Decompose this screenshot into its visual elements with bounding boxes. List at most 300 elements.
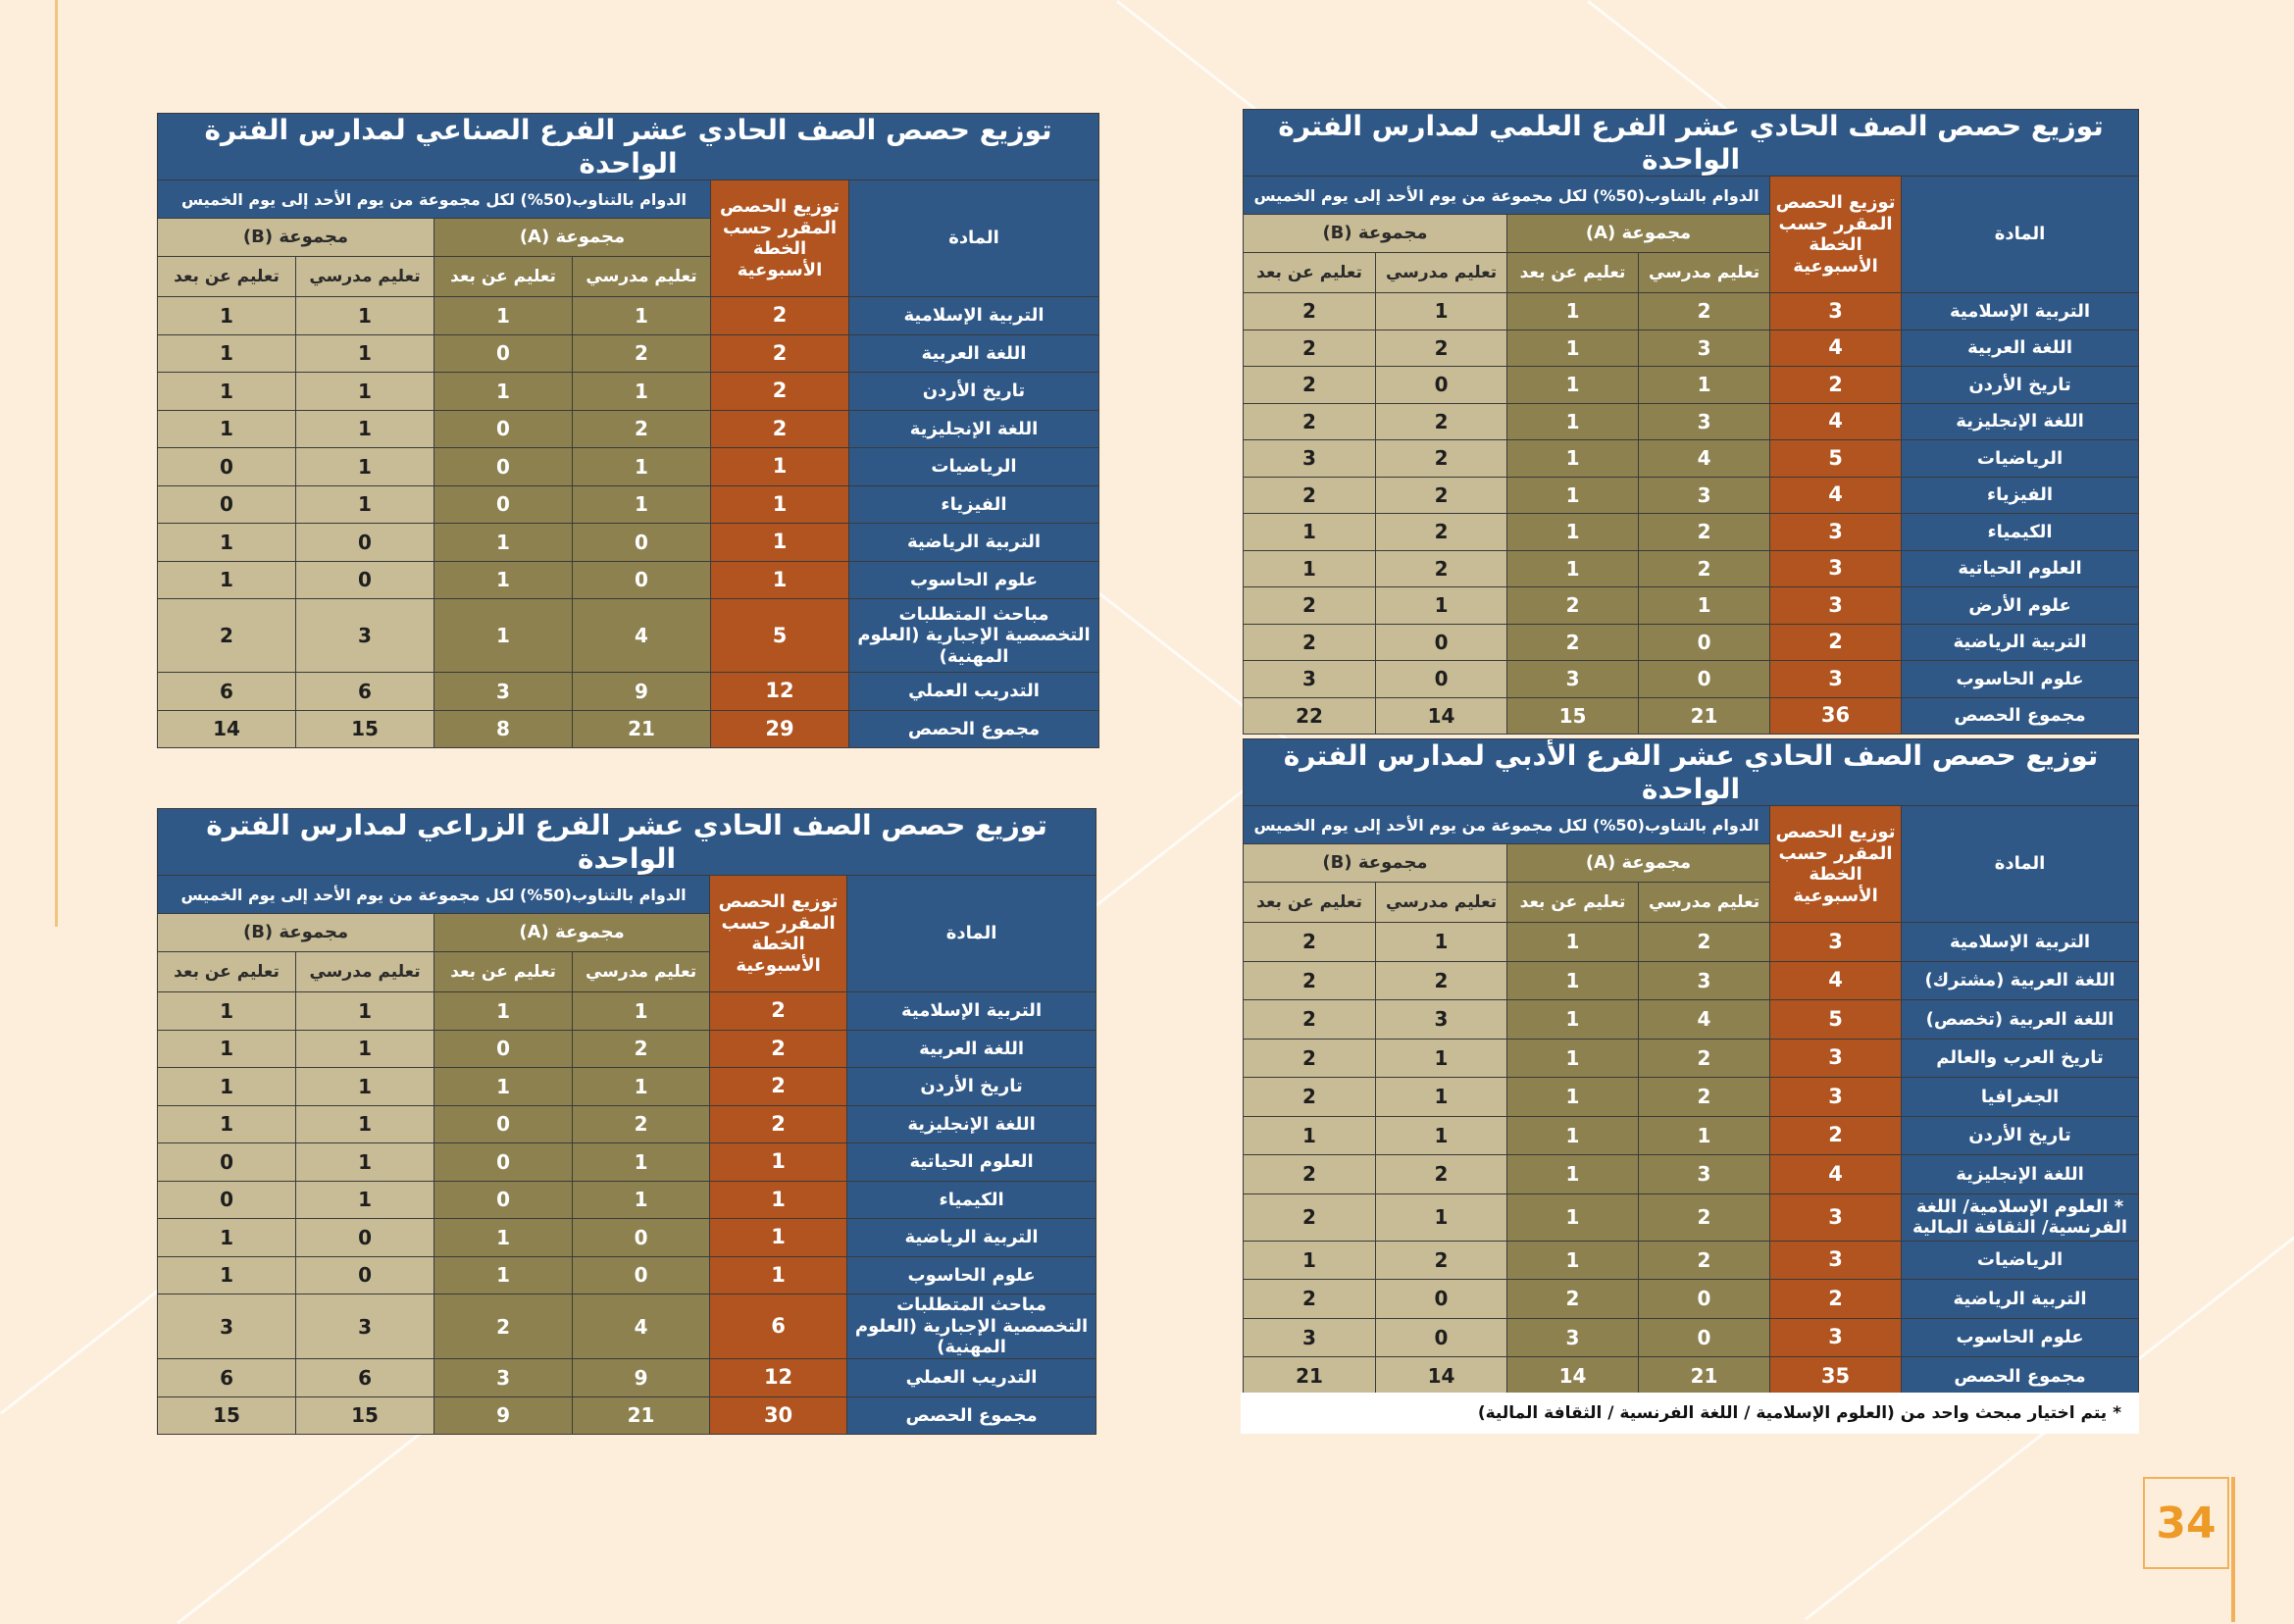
subject-cell: مجموع الحصص (1902, 697, 2139, 735)
group-b-school-cell: 2 (1376, 440, 1507, 478)
table-row (158, 524, 1099, 562)
group-b-remote-cell: 1 (158, 373, 296, 411)
group-b-school-cell: 15 (296, 710, 434, 748)
group-b-remote-cell: 1 (158, 524, 296, 562)
group-a-remote-cell: 1 (1507, 1116, 1639, 1155)
group-a-remote-cell: 1 (1507, 1078, 1639, 1117)
group-b-remote-cell: 1 (1244, 550, 1376, 587)
group-a-school-cell: 2 (573, 410, 711, 448)
header-group-a-remote: تعليم عن بعد (434, 952, 573, 992)
group-a-school-cell: 1 (573, 1068, 710, 1106)
table-row (1244, 1318, 2139, 1357)
group-b-remote-cell: 14 (158, 710, 296, 748)
group-a-remote-cell: 14 (1507, 1357, 1639, 1396)
group-b-school-cell: 0 (296, 1219, 434, 1257)
group-a-school-cell: 21 (573, 710, 711, 748)
group-b-remote-cell: 1 (158, 1030, 296, 1068)
table-row (1244, 330, 2139, 367)
plan-cell: 35 (1770, 1357, 1902, 1396)
subject-cell: اللغة الإنجليزية (847, 1105, 1096, 1143)
group-b-remote-cell: 1 (158, 410, 296, 448)
group-b-school-cell: 2 (1376, 550, 1507, 587)
table-row (158, 992, 1096, 1031)
subject-cell: علوم الحاسوب (847, 1256, 1096, 1294)
group-b-remote-cell: 2 (1244, 1039, 1376, 1078)
header-group-b-school: تعليم مدرسي (1376, 883, 1507, 923)
table-row (1244, 1155, 2139, 1194)
group-a-remote-cell: 1 (1507, 1193, 1639, 1241)
subject-cell: اللغة العربية (849, 334, 1099, 373)
table-row (1244, 661, 2139, 698)
group-b-school-cell: 2 (1376, 961, 1507, 1000)
group-b-school-cell: 1 (1376, 1193, 1507, 1241)
table-title: توزيع حصص الصف الحادي عشر الفرع العلمي لمدارس الفترة الواحدة (1244, 110, 2139, 177)
subject-cell: الفيزياء (1902, 477, 2139, 514)
table-title: توزيع حصص الصف الحادي عشر الفرع الصناعي لمدارس الفترة الواحدة (158, 114, 1099, 180)
group-b-school-cell: 0 (296, 561, 434, 599)
subject-cell: الكيمياء (1902, 514, 2139, 551)
page-number: 34 (2143, 1477, 2229, 1569)
group-a-school-cell: 0 (573, 1219, 710, 1257)
group-a-school-cell: 1 (573, 485, 711, 524)
left-accent-rule (55, 0, 58, 927)
plan-cell: 4 (1770, 477, 1902, 514)
table-row (158, 410, 1099, 448)
group-b-remote-cell: 0 (158, 1143, 296, 1182)
group-a-remote-cell: 3 (434, 673, 573, 711)
header-group-a-remote: تعليم عن بعد (1507, 883, 1639, 923)
group-b-remote-cell: 2 (1244, 1078, 1376, 1117)
group-b-school-cell: 1 (296, 485, 434, 524)
group-a-school-cell: 2 (1639, 514, 1770, 551)
group-b-school-cell: 1 (296, 1030, 434, 1068)
plan-cell: 29 (711, 710, 849, 748)
plan-cell: 1 (710, 1256, 847, 1294)
group-b-school-cell: 1 (1376, 1039, 1507, 1078)
subject-cell: تاريخ الأردن (847, 1068, 1096, 1106)
plan-cell: 4 (1770, 403, 1902, 440)
group-a-school-cell: 2 (1639, 1241, 1770, 1280)
header-rotation: الدوام بالتناوب(50%) لكل مجموعة من يوم الأحد إلى يوم الخميس (1244, 177, 1770, 215)
plan-cell: 4 (1770, 961, 1902, 1000)
table-row (1244, 624, 2139, 661)
group-a-remote-cell: 1 (1507, 1039, 1639, 1078)
group-b-school-cell: 0 (1376, 624, 1507, 661)
group-a-remote-cell: 9 (434, 1396, 573, 1435)
header-group-b-school: تعليم مدرسي (296, 257, 434, 297)
group-a-remote-cell: 1 (1507, 550, 1639, 587)
header-group-b: مجموعة (B) (1244, 844, 1507, 883)
group-b-school-cell: 1 (296, 1181, 434, 1219)
subject-cell: العلوم الحياتية (847, 1143, 1096, 1182)
group-b-school-cell: 1 (296, 410, 434, 448)
subject-cell: تاريخ الأردن (1902, 1116, 2139, 1155)
group-b-remote-cell: 22 (1244, 697, 1376, 735)
header-group-b: مجموعة (B) (158, 219, 434, 257)
group-a-school-cell: 1 (1639, 1116, 1770, 1155)
group-b-remote-cell: 2 (1244, 1280, 1376, 1319)
group-a-school-cell: 21 (1639, 697, 1770, 735)
group-b-school-cell: 1 (1376, 293, 1507, 330)
header-group-b-school: تعليم مدرسي (1376, 253, 1507, 293)
plan-cell: 3 (1770, 1078, 1902, 1117)
group-b-school-cell: 1 (296, 448, 434, 486)
header-plan: توزيع الحصص المقرر حسب الخطة الأسبوعية (711, 180, 849, 297)
group-a-school-cell: 2 (1639, 1078, 1770, 1117)
group-a-remote-cell: 3 (1507, 1318, 1639, 1357)
header-group-a-remote: تعليم عن بعد (434, 257, 573, 297)
table-row (1244, 923, 2139, 962)
subject-cell: علوم الحاسوب (849, 561, 1099, 599)
group-a-remote-cell: 3 (434, 1359, 573, 1397)
group-b-remote-cell: 1 (158, 1105, 296, 1143)
group-a-remote-cell: 1 (434, 1256, 573, 1294)
group-b-remote-cell: 2 (1244, 923, 1376, 962)
group-b-remote-cell: 2 (1244, 624, 1376, 661)
group-b-school-cell: 3 (296, 1294, 434, 1359)
group-a-remote-cell: 1 (1507, 1155, 1639, 1194)
group-a-school-cell: 9 (573, 673, 711, 711)
group-b-remote-cell: 6 (158, 1359, 296, 1397)
plan-cell: 2 (711, 373, 849, 411)
group-a-school-cell: 0 (1639, 1318, 1770, 1357)
subject-cell: اللغة العربية (مشترك) (1902, 961, 2139, 1000)
plan-cell: 4 (1770, 1155, 1902, 1194)
table-body (1244, 110, 2139, 735)
group-b-remote-cell: 3 (1244, 1318, 1376, 1357)
group-b-school-cell: 2 (1376, 1155, 1507, 1194)
subject-cell: التدريب العملي (849, 673, 1099, 711)
group-b-remote-cell: 1 (1244, 514, 1376, 551)
group-b-school-cell: 0 (1376, 661, 1507, 698)
plan-cell: 12 (710, 1359, 847, 1397)
group-a-remote-cell: 0 (434, 485, 573, 524)
table-row (158, 373, 1099, 411)
group-a-school-cell: 4 (1639, 1000, 1770, 1040)
group-a-remote-cell: 1 (1507, 440, 1639, 478)
group-a-remote-cell: 2 (1507, 1280, 1639, 1319)
group-a-school-cell: 21 (1639, 1357, 1770, 1396)
plan-cell: 2 (711, 334, 849, 373)
plan-cell: 1 (711, 485, 849, 524)
subject-cell: التربية الإسلامية (1902, 293, 2139, 330)
group-a-remote-cell: 2 (1507, 587, 1639, 625)
group-b-remote-cell: 2 (1244, 587, 1376, 625)
header-group-b: مجموعة (B) (1244, 215, 1507, 253)
subject-cell: علوم الحاسوب (1902, 1318, 2139, 1357)
group-a-remote-cell: 1 (1507, 477, 1639, 514)
table-row (158, 561, 1099, 599)
group-a-remote-cell: 1 (434, 992, 573, 1031)
table-row (1244, 440, 2139, 478)
schedule-table-agricultural (157, 808, 1096, 1435)
table-body (158, 114, 1099, 748)
group-b-remote-cell: 6 (158, 673, 296, 711)
header-group-b-school: تعليم مدرسي (296, 952, 434, 992)
group-a-remote-cell: 1 (434, 524, 573, 562)
plan-cell: 6 (710, 1294, 847, 1359)
group-a-school-cell: 2 (1639, 1039, 1770, 1078)
group-a-remote-cell: 1 (1507, 923, 1639, 962)
table-row (158, 673, 1099, 711)
group-a-school-cell: 1 (573, 297, 711, 335)
group-b-remote-cell: 1 (158, 1256, 296, 1294)
plan-cell: 1 (711, 448, 849, 486)
group-a-school-cell: 3 (1639, 961, 1770, 1000)
total-row (1244, 697, 2139, 735)
table-row (1244, 514, 2139, 551)
table-row (1244, 293, 2139, 330)
group-a-remote-cell: 0 (434, 1181, 573, 1219)
header-group-a-school: تعليم مدرسي (1639, 253, 1770, 293)
group-b-school-cell: 0 (296, 524, 434, 562)
subject-cell: اللغة العربية (تخصص) (1902, 1000, 2139, 1040)
subject-cell: التدريب العملي (847, 1359, 1096, 1397)
group-a-school-cell: 2 (1639, 1193, 1770, 1241)
subject-cell: التربية الإسلامية (847, 992, 1096, 1031)
group-b-school-cell: 1 (296, 297, 434, 335)
plan-cell: 2 (710, 1030, 847, 1068)
group-b-school-cell: 1 (1376, 1078, 1507, 1117)
group-a-school-cell: 4 (1639, 440, 1770, 478)
group-a-remote-cell: 1 (1507, 367, 1639, 404)
group-a-school-cell: 0 (1639, 624, 1770, 661)
header-subject: المادة (847, 876, 1096, 992)
group-b-school-cell: 0 (1376, 1280, 1507, 1319)
group-a-school-cell: 1 (573, 448, 711, 486)
group-a-school-cell: 3 (1639, 330, 1770, 367)
plan-cell: 2 (710, 1068, 847, 1106)
group-a-remote-cell: 1 (434, 599, 573, 673)
group-a-remote-cell: 1 (434, 561, 573, 599)
header-subject: المادة (1902, 806, 2139, 923)
subject-cell: التربية الرياضية (1902, 1280, 2139, 1319)
group-b-school-cell: 1 (1376, 587, 1507, 625)
subject-cell: مجموع الحصص (1902, 1357, 2139, 1396)
header-group-a-school: تعليم مدرسي (573, 952, 710, 992)
schedule-table-scientific (1243, 109, 2139, 735)
table-body (158, 809, 1096, 1435)
table-body (1244, 739, 2139, 1396)
total-row (158, 710, 1099, 748)
group-a-school-cell: 3 (1639, 1155, 1770, 1194)
schedule-table-literary (1243, 738, 2139, 1396)
group-b-remote-cell: 0 (158, 485, 296, 524)
group-b-school-cell: 3 (296, 599, 434, 673)
subject-cell: العلوم الحياتية (1902, 550, 2139, 587)
plan-cell: 30 (710, 1396, 847, 1435)
group-a-school-cell: 2 (573, 334, 711, 373)
subject-cell: الرياضيات (1902, 1241, 2139, 1280)
header-plan: توزيع الحصص المقرر حسب الخطة الأسبوعية (1770, 177, 1902, 293)
group-a-school-cell: 1 (1639, 367, 1770, 404)
group-b-remote-cell: 21 (1244, 1357, 1376, 1396)
group-a-school-cell: 1 (573, 1181, 710, 1219)
plan-cell: 2 (1770, 367, 1902, 404)
header-group-a: مجموعة (A) (434, 219, 711, 257)
group-b-remote-cell: 1 (158, 1068, 296, 1106)
subject-cell: الرياضيات (1902, 440, 2139, 478)
header-group-b-remote: تعليم عن بعد (158, 257, 296, 297)
group-a-school-cell: 21 (573, 1396, 710, 1435)
group-a-school-cell: 0 (573, 561, 711, 599)
group-a-remote-cell: 1 (1507, 1241, 1639, 1280)
plan-cell: 2 (710, 992, 847, 1031)
group-b-school-cell: 0 (1376, 367, 1507, 404)
group-a-remote-cell: 1 (1507, 514, 1639, 551)
plan-cell: 3 (1770, 293, 1902, 330)
table-row (158, 1143, 1096, 1182)
subject-cell: الفيزياء (849, 485, 1099, 524)
group-b-remote-cell: 1 (1244, 1241, 1376, 1280)
header-group-a-remote: تعليم عن بعد (1507, 253, 1639, 293)
plan-cell: 4 (1770, 330, 1902, 367)
plan-cell: 2 (1770, 1280, 1902, 1319)
group-a-school-cell: 4 (573, 599, 711, 673)
header-rotation: الدوام بالتناوب(50%) لكل مجموعة من يوم الأحد إلى يوم الخميس (1244, 806, 1770, 844)
group-a-remote-cell: 0 (434, 448, 573, 486)
group-b-school-cell: 15 (296, 1396, 434, 1435)
subject-cell: الكيمياء (847, 1181, 1096, 1219)
table-row (1244, 477, 2139, 514)
plan-cell: 3 (1770, 1039, 1902, 1078)
group-a-school-cell: 0 (573, 1256, 710, 1294)
table-row (1244, 550, 2139, 587)
group-a-remote-cell: 0 (434, 334, 573, 373)
group-b-school-cell: 14 (1376, 697, 1507, 735)
plan-cell: 3 (1770, 514, 1902, 551)
subject-cell: التربية الرياضية (849, 524, 1099, 562)
plan-cell: 1 (710, 1181, 847, 1219)
subject-cell: التربية الرياضية (847, 1219, 1096, 1257)
group-a-school-cell: 1 (573, 992, 710, 1031)
plan-cell: 3 (1770, 1241, 1902, 1280)
group-b-remote-cell: 3 (1244, 440, 1376, 478)
group-a-remote-cell: 2 (434, 1294, 573, 1359)
group-a-school-cell: 2 (573, 1105, 710, 1143)
total-row (1244, 1357, 2139, 1396)
group-b-school-cell: 1 (296, 1143, 434, 1182)
group-b-school-cell: 2 (1376, 403, 1507, 440)
subject-cell: التربية الإسلامية (1902, 923, 2139, 962)
group-b-school-cell: 2 (1376, 330, 1507, 367)
group-b-remote-cell: 3 (1244, 661, 1376, 698)
subject-cell: مجموع الحصص (847, 1396, 1096, 1435)
group-b-remote-cell: 2 (1244, 293, 1376, 330)
group-a-remote-cell: 1 (1507, 293, 1639, 330)
plan-cell: 3 (1770, 923, 1902, 962)
group-a-school-cell: 2 (573, 1030, 710, 1068)
group-b-school-cell: 6 (296, 1359, 434, 1397)
table-row (1244, 1000, 2139, 1040)
header-group-a: مجموعة (A) (1507, 844, 1770, 883)
group-a-remote-cell: 0 (434, 1030, 573, 1068)
group-b-remote-cell: 0 (158, 1181, 296, 1219)
header-subject: المادة (1902, 177, 2139, 293)
group-a-remote-cell: 1 (1507, 330, 1639, 367)
group-b-remote-cell: 1 (158, 334, 296, 373)
table-title: توزيع حصص الصف الحادي عشر الفرع الأدبي لمدارس الفترة الواحدة (1244, 739, 2139, 806)
group-b-school-cell: 1 (296, 373, 434, 411)
group-b-school-cell: 0 (296, 1256, 434, 1294)
group-b-remote-cell: 2 (1244, 1000, 1376, 1040)
header-group-b-remote: تعليم عن بعد (1244, 883, 1376, 923)
table-row (1244, 1193, 2139, 1241)
table-row (1244, 1039, 2139, 1078)
group-b-school-cell: 2 (1376, 514, 1507, 551)
table-row (1244, 587, 2139, 625)
plan-cell: 36 (1770, 697, 1902, 735)
header-plan: توزيع الحصص المقرر حسب الخطة الأسبوعية (1770, 806, 1902, 923)
table-title: توزيع حصص الصف الحادي عشر الفرع الزراعي لمدارس الفترة الواحدة (158, 809, 1096, 876)
table-row (158, 1294, 1096, 1359)
group-a-remote-cell: 1 (1507, 1000, 1639, 1040)
plan-cell: 2 (711, 297, 849, 335)
plan-cell: 2 (1770, 1116, 1902, 1155)
subject-cell: مباحث المتطلبات التخصصية الإجبارية (العلوم المهنية) (847, 1294, 1096, 1359)
subject-cell: اللغة الإنجليزية (849, 410, 1099, 448)
subject-cell: تاريخ العرب والعالم (1902, 1039, 2139, 1078)
header-group-a-school: تعليم مدرسي (573, 257, 711, 297)
table-row (1244, 403, 2139, 440)
group-a-remote-cell: 2 (1507, 624, 1639, 661)
group-a-remote-cell: 1 (1507, 961, 1639, 1000)
table-row (158, 485, 1099, 524)
group-b-school-cell: 2 (1376, 1241, 1507, 1280)
schedule-table-industrial (157, 113, 1099, 748)
group-a-school-cell: 4 (573, 1294, 710, 1359)
group-a-remote-cell: 1 (434, 373, 573, 411)
subject-cell: مباحث المتطلبات التخصصية الإجبارية (العلوم المهنية) (849, 599, 1099, 673)
header-group-b-remote: تعليم عن بعد (158, 952, 296, 992)
group-a-school-cell: 0 (1639, 1280, 1770, 1319)
header-group-b: مجموعة (B) (158, 914, 434, 952)
group-a-school-cell: 1 (573, 373, 711, 411)
group-a-remote-cell: 1 (1507, 403, 1639, 440)
subject-cell: الرياضيات (849, 448, 1099, 486)
header-group-a: مجموعة (A) (1507, 215, 1770, 253)
group-b-remote-cell: 2 (1244, 1193, 1376, 1241)
plan-cell: 1 (710, 1143, 847, 1182)
subject-cell: تاريخ الأردن (849, 373, 1099, 411)
plan-cell: 5 (1770, 1000, 1902, 1040)
group-b-remote-cell: 3 (158, 1294, 296, 1359)
table-row (1244, 1241, 2139, 1280)
group-b-remote-cell: 2 (1244, 330, 1376, 367)
footnote: * يتم اختيار مبحث واحد من (العلوم الإسلامية / اللغة الفرنسية / الثقافة المالية) (1241, 1393, 2139, 1434)
subject-cell: مجموع الحصص (849, 710, 1099, 748)
group-b-school-cell: 1 (296, 1068, 434, 1106)
group-b-school-cell: 1 (1376, 923, 1507, 962)
plan-cell: 5 (711, 599, 849, 673)
table-row (158, 1030, 1096, 1068)
group-a-school-cell: 0 (573, 524, 711, 562)
group-a-remote-cell: 0 (434, 410, 573, 448)
plan-cell: 1 (710, 1219, 847, 1257)
plan-cell: 1 (711, 524, 849, 562)
group-b-remote-cell: 1 (158, 297, 296, 335)
table-row (158, 448, 1099, 486)
plan-cell: 12 (711, 673, 849, 711)
group-b-school-cell: 0 (1376, 1318, 1507, 1357)
table-row (1244, 1116, 2139, 1155)
group-b-remote-cell: 1 (158, 561, 296, 599)
group-a-school-cell: 1 (573, 1143, 710, 1182)
plan-cell: 2 (1770, 624, 1902, 661)
table-row (158, 1359, 1096, 1397)
table-row (158, 297, 1099, 335)
subject-cell: علوم الأرض (1902, 587, 2139, 625)
